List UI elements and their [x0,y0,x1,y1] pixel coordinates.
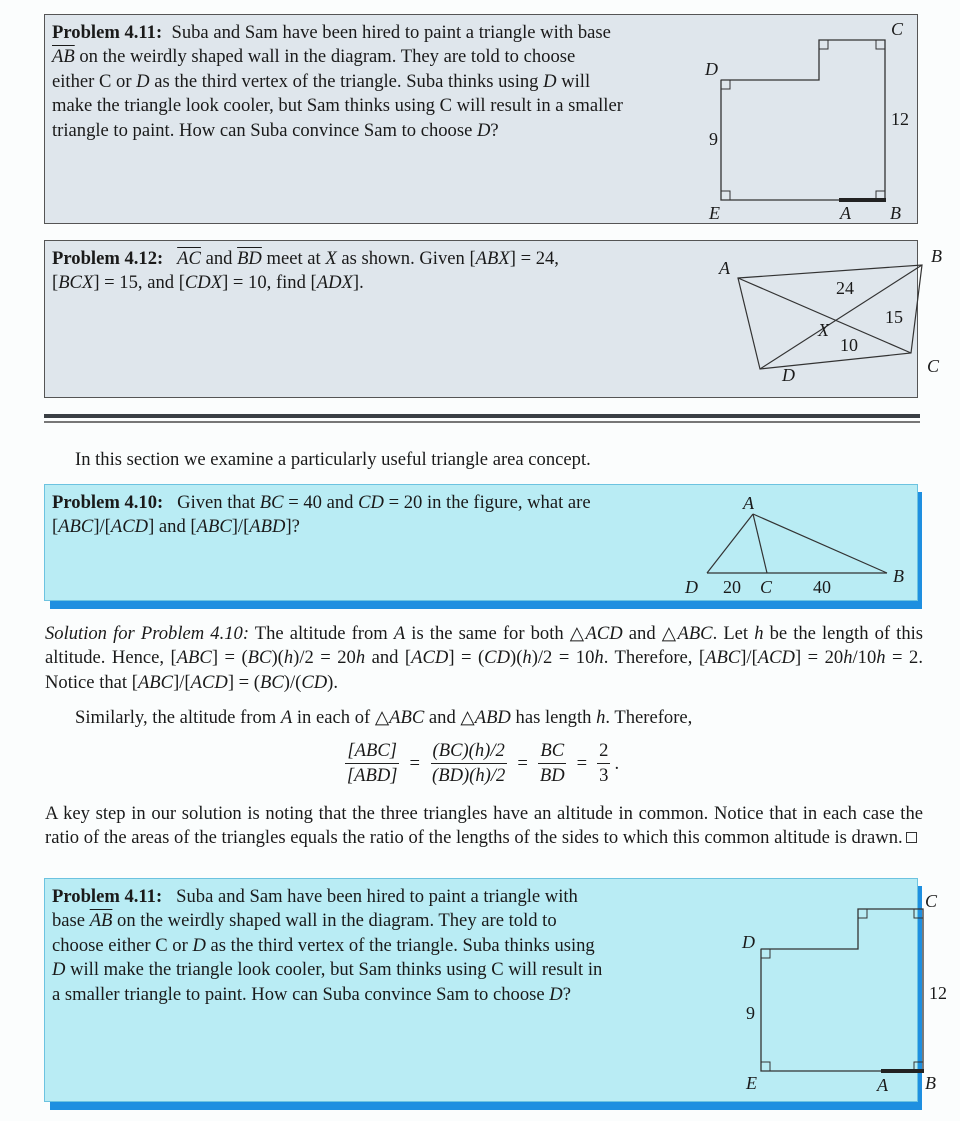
text: either C or [52,70,137,92]
text-segment: h [594,647,604,669]
text: ] = 24, [509,248,559,269]
text-line: Suba and Sam have been hired to paint a triangle with [176,886,578,907]
area-abx: 24 [836,278,854,298]
text-segment: ] = ( [211,647,248,669]
text: ABD [249,516,286,538]
text-segment: ABC [137,671,174,693]
label-d: D [742,932,755,952]
denominator: 3 [599,765,609,786]
denominator: BD [539,765,565,786]
text: as shown. Given [ [336,248,476,269]
text-segment: . Let [712,623,755,644]
text-line: on the weirdly shaped wall in the diagram. They are told to choose [74,46,576,68]
text-segment: h [355,647,366,669]
label-9: 9 [709,129,718,149]
fraction [430,740,507,787]
equals-sign: = [517,752,528,774]
text-segment: be the length of this altitude. Hence, [ [45,623,924,669]
text-segment: Similarly, the altitude from [75,707,281,728]
problem-label: Problem 4.11: [52,886,163,907]
label-c: C [925,891,938,911]
denominator: (BD)(h)/2 [432,765,506,786]
label-d: D [685,577,698,597]
text: triangle to paint. How can Suba convince Sam to choose [52,119,477,141]
text-segment: ACD [190,671,228,693]
text: ACD [110,516,149,538]
text: as the third vertex of the triangle. Suba thinks using [205,934,595,956]
text: will [556,70,591,92]
text: D [549,983,563,1005]
text: choose either C or [52,934,193,956]
text-segment: . Therefore, [ [603,647,706,669]
text-segment: /10 [852,647,877,669]
label-9: 9 [746,1003,755,1023]
text: ABC [196,516,232,538]
label-b: B [890,203,901,223]
problem-4-11-bottom-text [52,885,677,1007]
text-segment: ACD [585,623,623,644]
text-segment: ]/[ [740,647,758,669]
label-c: C [927,356,940,376]
text: D [52,959,66,981]
text-segment: A [280,707,293,728]
text: a smaller triangle to paint. How can Suba convince Sam to choose [52,983,550,1005]
text-segment: and [ [365,647,412,669]
text-segment: h [876,647,886,669]
text: meet at [261,248,326,269]
text-segment: h [596,707,606,728]
text: ] and [ [148,516,197,538]
text: X [325,248,337,269]
fraction [345,740,400,787]
text-segment: is the same for both △ [405,623,586,644]
text-segment: . Therefore, [605,707,693,728]
segment-ab [753,514,887,573]
text-line: make the triangle look cooler, but Sam thinks using C will result in a smaller [52,95,623,117]
text: [ [52,272,59,294]
label-d: D [705,59,718,79]
numerator: 2 [597,740,610,764]
right-angle-mark [721,191,730,200]
label-e: E [746,1073,757,1093]
period: . [614,752,620,774]
label-b: B [893,566,904,586]
text: D [192,934,206,956]
text-segment: ] = 20 [794,647,844,669]
solution-text: A key step in our solution is noting that the three triangles have an altitude in common. Notice that in each case the ratio of the areas of the triangles equals the ratio of the lengths of the sides to which this common altitude is drawn. [45,803,923,849]
text: ? [490,119,499,141]
area-bcx: 15 [885,307,903,327]
text-segment: ACD [757,647,795,669]
ratio-equation [0,740,960,787]
wall-outline [761,909,923,1071]
right-angle-mark [876,40,885,49]
solution-paragraph-1 [45,622,923,695]
text: ]/[ [93,516,111,538]
label-a: A [743,493,754,513]
text-segment: ABD [474,707,511,728]
text: [ [52,516,59,538]
box-panel [44,878,947,1102]
text-segment: )/2 = 10 [531,647,595,669]
segment-ab: $\overline{AB}$ [52,46,75,68]
problem-label: Problem 4.10: [52,492,164,513]
right-angle-mark [761,1062,770,1071]
solution-heading: Solution for Problem 4.10: [45,623,250,644]
problem-4-11-top-text [52,21,712,143]
text: Given that [177,492,260,513]
label-b: B [931,246,942,266]
text-segment: ]/[ [173,671,191,693]
text: BCX [58,272,94,294]
label-c: C [760,577,773,597]
text: CDX [184,272,223,294]
text-segment: ABC [176,647,212,669]
text-segment: h [522,647,532,669]
right-angle-mark [858,909,867,918]
text-segment: ] = ( [227,671,260,693]
equals-sign: = [576,752,588,774]
label-b: B [925,1073,936,1093]
problem-4-11-top-box [44,14,918,224]
segment-ac [753,514,767,573]
text: and [200,248,238,269]
box-panel [44,484,918,601]
segment-ab: $\overline{AB}$ [89,910,113,932]
fraction [597,740,610,787]
text-segment: BC [247,647,272,669]
text-segment: has length [510,707,597,728]
right-angle-mark [819,40,828,49]
text-segment: and △ [424,707,475,728]
text: on the weirdly shaped wall in the diagram. They are told to [112,910,557,932]
text-line: Suba and Sam have been hired to paint a triangle with base [171,22,611,43]
text-segment: )/2 = 20 [293,647,356,669]
text-segment: ABC [677,623,713,644]
problem-4-10-text [52,491,692,540]
wall-diagram [695,15,917,223]
text-segment: CD [301,671,328,693]
fraction [538,740,567,787]
text-segment: ). [327,671,338,693]
label-d: D [782,365,795,385]
numerator: (BC)(h)/2 [431,740,507,764]
right-angle-mark [721,80,730,89]
wall-outline [721,40,885,200]
segment-bd: $\overline{BD}$ [237,248,262,269]
text: ] = 10, find [ [222,272,317,294]
quadrilateral-diagram [675,241,942,391]
text: base [52,910,90,932]
qed-square-icon [906,832,917,843]
text: = 20 in the figure, what are [383,492,591,513]
denominator: [ABD] [346,765,398,786]
text-segment: The altitude from [254,623,394,644]
area-cdx: 10 [840,335,858,355]
problem-label: Problem 4.11: [52,22,163,43]
section-divider-thin [44,421,920,423]
segment-ac: $\overline{AC}$ [177,248,201,269]
label-a: A [719,258,730,278]
section-divider-thick [44,414,920,418]
label-a: A [840,203,851,223]
equals-sign: = [409,752,421,774]
text: D [476,119,491,141]
numerator: [ABC] [345,740,399,764]
text: = 40 and [283,492,359,513]
text: will make the triangle look cooler, but Sam thinks using C will result in [65,959,603,981]
text-segment: h [843,647,853,669]
text-segment: h [754,623,764,644]
text: ] = 15, and [ [93,272,185,294]
solution-paragraph-3 [45,802,923,851]
text-segment: ABC [705,647,741,669]
intro-text: In this section we examine a particularly useful triangle area concept. [75,449,591,470]
text-segment: ABC [389,707,425,728]
text-segment: h [283,647,294,669]
text: ]/[ [231,516,250,538]
label-12: 12 [929,983,947,1003]
segment-ad [707,514,753,573]
problem-4-10-box [44,484,918,601]
problem-4-11-bottom-box [44,878,947,1102]
text: ADX [316,272,353,294]
label-40: 40 [813,577,831,597]
text-segment: CD [484,647,511,669]
text-segment: ACD [411,647,449,669]
text: as the third vertex of the triangle. Suba thinks using [149,70,544,92]
numerator: BC [538,740,566,764]
triangle-diagram [675,485,915,600]
text: ]. [352,272,364,294]
text-segment: )( [510,647,523,669]
text: CD [358,492,384,513]
text: ABC [58,516,94,538]
problem-label: Problem 4.12: [52,248,164,269]
label-e: E [709,203,720,223]
text-segment: )( [271,647,284,669]
label-12: 12 [891,109,909,129]
text: ABX [475,248,510,269]
label-x: X [818,320,829,340]
label-a: A [877,1075,888,1095]
text-segment: BC [259,671,284,693]
text: D [136,70,150,92]
label-20: 20 [723,577,741,597]
right-angle-mark [761,949,770,958]
text-segment: and △ [622,623,678,644]
text: ]? [285,516,300,538]
problem-4-12-box [44,240,942,398]
wall-diagram [685,879,947,1099]
solution-paragraph-2 [45,706,925,730]
text: ? [562,983,571,1005]
problem-4-12-text [52,247,692,296]
text: BC [259,492,284,513]
text-segment: = 2. Notice that [ [45,647,923,693]
text-segment: )/( [283,671,302,693]
text-segment: in each of △ [292,707,390,728]
text-segment: ] = ( [448,647,485,669]
text: D [543,70,557,92]
text-segment: A [393,623,406,644]
label-c: C [891,19,904,39]
